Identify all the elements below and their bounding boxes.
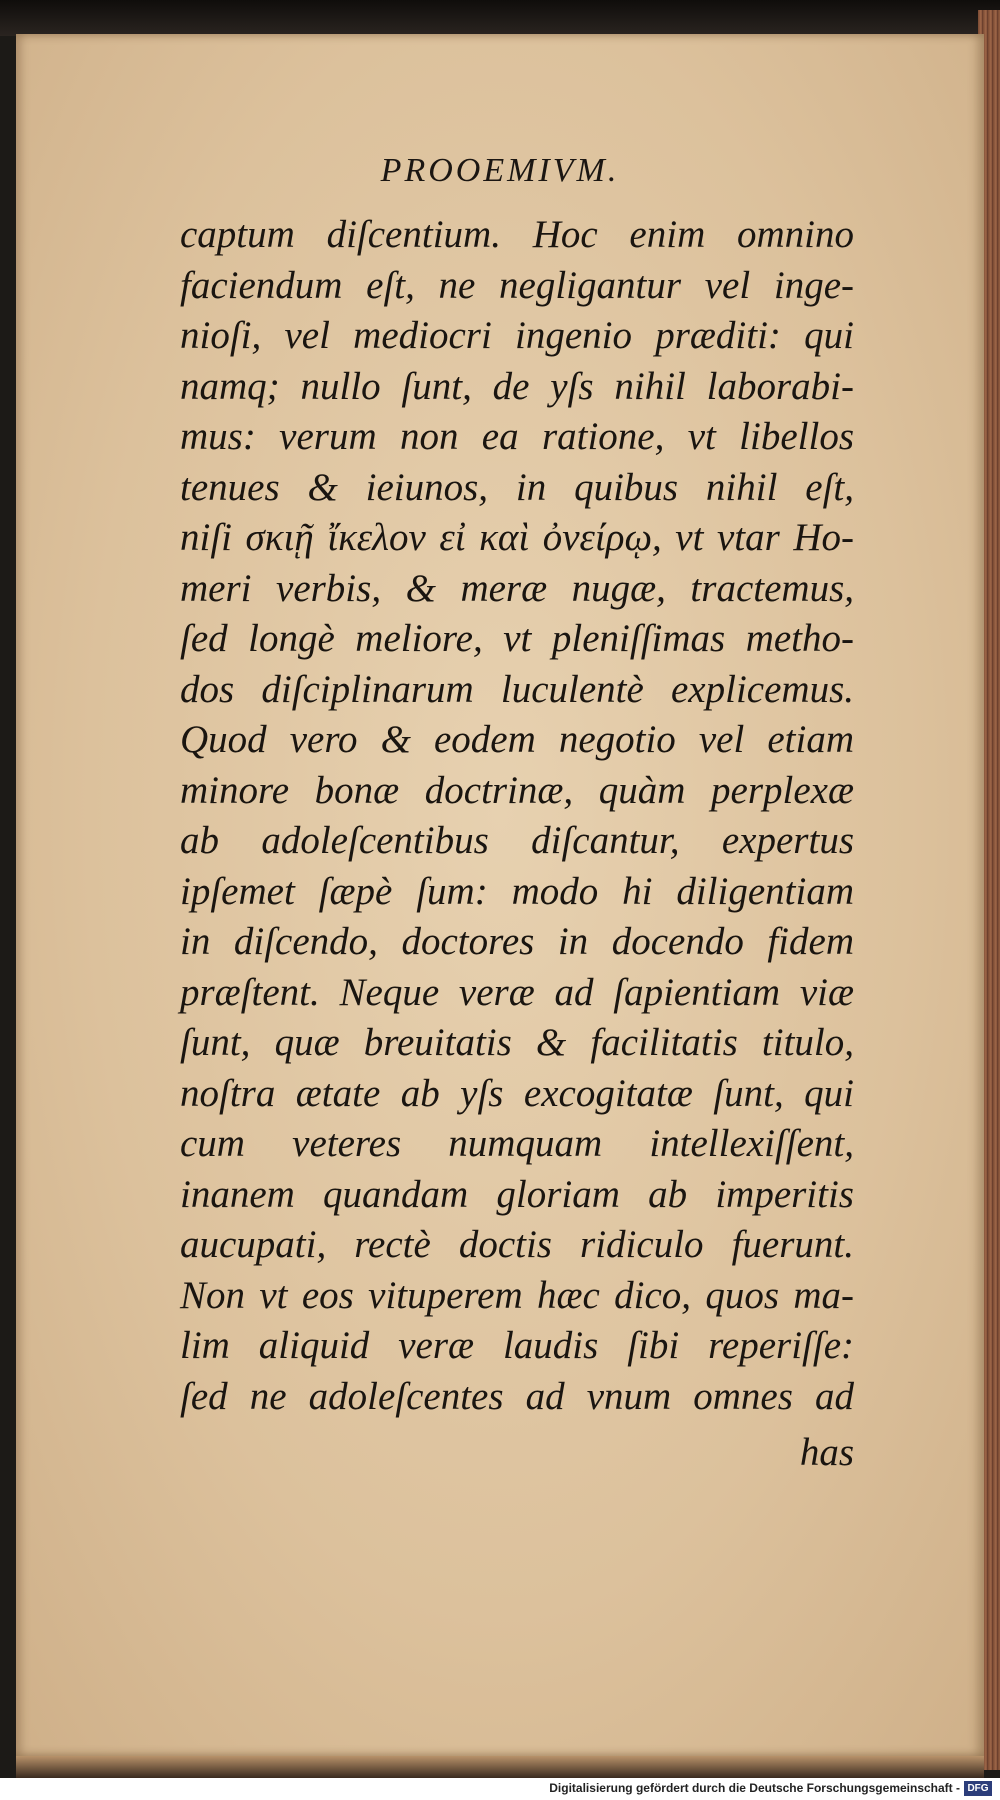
text-line: ſunt, quæ breuitatis & facilitatis titulo, bbox=[180, 1021, 854, 1064]
body-text bbox=[180, 210, 854, 1422]
text-line: lim aliquid veræ laudis ſibi reperiſſe: bbox=[180, 1324, 854, 1367]
text-line: Non vt eos vituperem hæc dico, quos ma- bbox=[180, 1273, 854, 1317]
running-head: PROOEMIVM. bbox=[380, 152, 620, 189]
text-line: ſed longè meliore, vt pleniſſimas metho- bbox=[180, 617, 854, 660]
text-line: ipſemet ſæpè ſum: modo hi diligentiam bbox=[180, 869, 854, 913]
text-line: in diſcendo, doctores in docendo fidem bbox=[180, 920, 854, 963]
text-line: faciendum eſt, ne negligantur vel inge- bbox=[180, 263, 854, 307]
text-line: nioſi, vel mediocri ingenio præditi: qui bbox=[180, 314, 854, 357]
text-line: meri verbis, & meræ nugæ, tractemus, bbox=[180, 566, 854, 610]
text-line: niſi σκιῇ ἴκελον εἰ καὶ ὀνείρῳ, vt vtar Ho- bbox=[180, 516, 854, 559]
text-line: cum veteres numquam intellexiſſent, bbox=[180, 1122, 854, 1165]
text-line: mus: verum non ea ratione, vt libellos bbox=[180, 415, 854, 458]
text-line: minore bonæ doctrinæ, quàm perplexæ bbox=[180, 768, 854, 812]
text-line: inanem quandam gloriam ab imperitis bbox=[180, 1172, 854, 1216]
text-line: ſed ne adoleſcentes ad vnum omnes ad bbox=[180, 1374, 854, 1418]
text-line: præſtent. Neque veræ ad ſapientiam viæ bbox=[180, 970, 854, 1014]
text-line: noſtra ætate ab yſs excogitatæ ſunt, qui bbox=[180, 1071, 854, 1115]
text-line: Quod vero & eodem negotio vel etiam bbox=[180, 718, 854, 761]
text-line: aucupati, rectè doctis ridiculo fuerunt. bbox=[180, 1223, 854, 1266]
dfg-logo: DFG bbox=[964, 1781, 992, 1796]
page-edge-bottom bbox=[16, 1756, 984, 1778]
text-line: captum diſcentium. Hoc enim omnino bbox=[180, 213, 854, 256]
catchword: has bbox=[799, 1431, 854, 1474]
text-line: tenues & ieiunos, in quibus nihil eſt, bbox=[180, 465, 854, 509]
text-line: dos diſciplinarum luculentè explicemus. bbox=[180, 667, 854, 711]
text-line: ab adoleſcentibus diſcantur, expertus bbox=[180, 819, 854, 862]
text-line: namq; nullo ſunt, de yſs nihil laborabi- bbox=[180, 364, 854, 408]
footer-credit: Digitalisierung gefördert durch die Deutsche Forschungsgemeinschaft - bbox=[549, 1781, 960, 1795]
book-spine-top bbox=[0, 0, 1000, 36]
